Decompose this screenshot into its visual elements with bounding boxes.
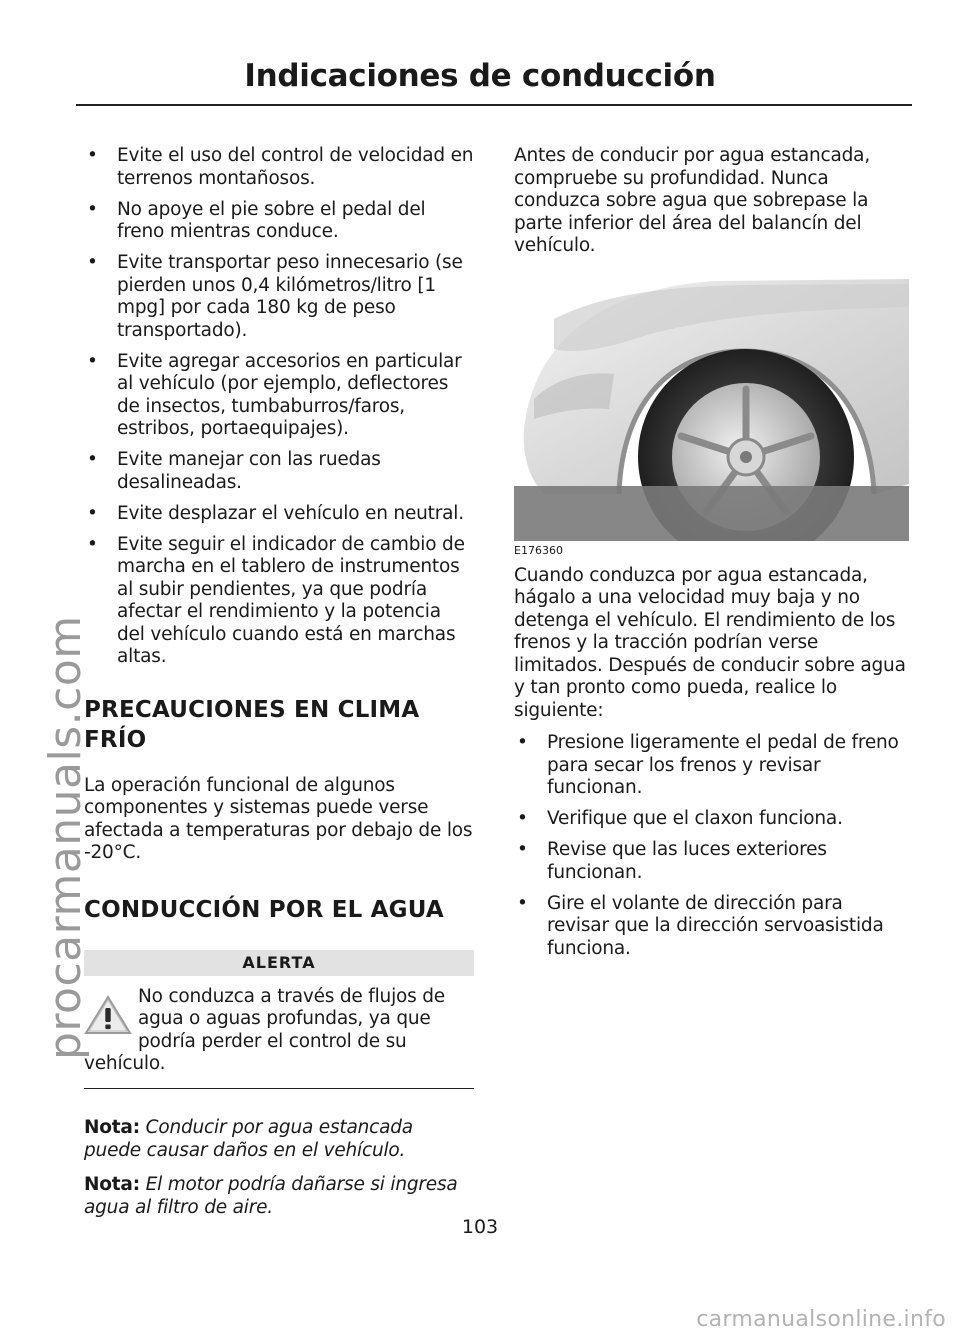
bullet-icon: • <box>87 198 98 220</box>
list-item: • Evite el uso del control de velocidad en terrenos montañosos. <box>87 145 474 189</box>
left-column <box>84 145 474 1219</box>
bullet-icon: • <box>87 252 98 273</box>
cold-weather-heading: PRECAUCIONES EN CLIMA FRÍO <box>84 696 420 753</box>
alert-text: No conduzca a través de flujos de agua o aguas profundas, ya que podría perder el control de su vehículo. <box>84 985 445 1074</box>
list-item: • Verifique que el claxon funciona. <box>517 808 843 829</box>
alert-label: ALERTA <box>84 950 474 976</box>
page-number: 103 <box>461 1216 499 1238</box>
car-wheel-illustration <box>514 279 909 541</box>
water-intro-text: Antes de conducir por agua estancada, compruebe su profundidad. Nunca conduzca sobre agua que sobrepase la parte inferior del área del balancín del vehículo. <box>514 145 870 256</box>
warning-triangle-icon <box>84 994 132 1036</box>
list-item: • Evite transportar peso innecesario (se pierden unos 0,4 kilómetros/litro [1 mpg] por cada 180 kg de peso transportado). <box>87 252 463 341</box>
after-water-list <box>514 732 909 960</box>
list-item: • Revise que las luces exteriores funcionan. <box>517 839 827 883</box>
page-title: Indicaciones de conducción <box>244 58 716 94</box>
bullet-icon: • <box>517 732 528 753</box>
bullet-icon: • <box>87 449 98 470</box>
alert-box <box>84 950 474 1090</box>
list-item: • No apoye el pie sobre el pedal del freno mientras conduce. <box>87 198 426 242</box>
bullet-icon: • <box>87 502 98 524</box>
list-item: • Evite manejar con las ruedas desalineadas. <box>87 449 381 493</box>
bullet-icon: • <box>87 533 98 555</box>
watermark-left: procarmanuals.com <box>40 615 91 1060</box>
list-item: • Presione ligeramente el pedal de freno para secar los frenos y revisar funcionan. <box>517 732 899 798</box>
bullet-icon: • <box>87 350 98 372</box>
list-item: • Evite agregar accesorios en particular al vehículo (por ejemplo, deflectores de insectos, tumbaburros/faros, estribos, portaequipajes). <box>87 350 462 439</box>
list-item: • Evite desplazar el vehículo en neutral. <box>87 502 464 524</box>
bullet-icon: • <box>517 839 528 860</box>
note-1: Nota: Conducir por agua estancada puede causar daños en el vehículo. <box>84 1117 413 1161</box>
bullet-icon: • <box>87 145 98 166</box>
bullet-icon: • <box>517 892 528 914</box>
cold-weather-text: La operación funcional de algunos componentes y sistemas puede verse afectada a temperaturas por debajo de los -20°C. <box>84 774 473 863</box>
header-divider <box>76 104 912 106</box>
alert-body <box>84 976 474 1090</box>
note-2: Nota: El motor podría dañarse si ingresa agua al filtro de aire. <box>84 1174 458 1218</box>
alert-divider <box>84 1088 474 1090</box>
figure-id: E176360 <box>514 543 563 557</box>
list-item: • Evite seguir el indicador de cambio de marcha en el tablero de instrumentos al subir pendientes, ya que podría afectar el rendimiento y la potencia del vehículo cuando está en marchas altas. <box>87 533 465 667</box>
watermark-bottom: carmanualsonline.info <box>696 1307 946 1332</box>
water-driving-heading: CONDUCCIÓN POR EL AGUA <box>84 896 444 923</box>
tips-list <box>84 145 474 669</box>
figure-car-wheel-water <box>514 279 909 557</box>
bullet-icon: • <box>517 808 528 829</box>
right-column <box>514 145 909 969</box>
water-after-text: Cuando conduzca por agua estancada, hágalo a una velocidad muy baja y no detenga el vehículo. El rendimiento de los frenos y la tracción podrían verse limitados. Después de conducir sobre agua y tan pronto como pueda, realice lo siguiente: <box>514 564 906 721</box>
list-item: • Gire el volante de dirección para revisar que la dirección servoasistida funciona. <box>517 892 884 959</box>
